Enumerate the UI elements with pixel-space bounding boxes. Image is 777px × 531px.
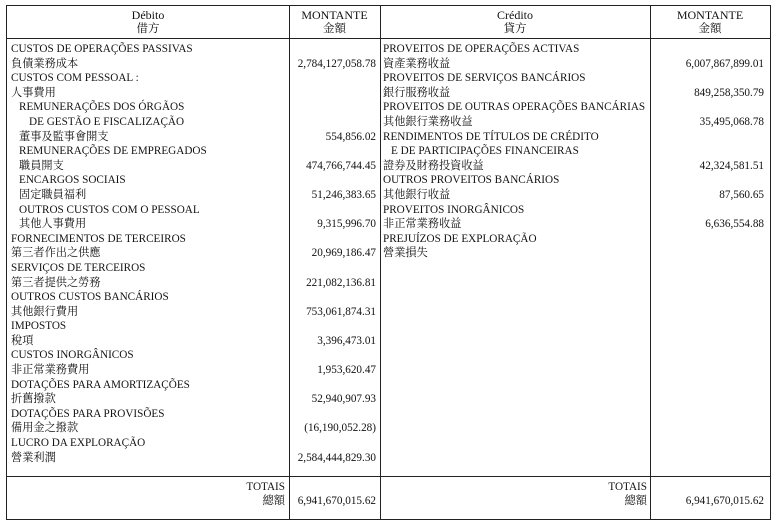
credit-row — [383, 188, 768, 203]
credit-row — [383, 115, 768, 130]
debit-row — [11, 57, 379, 72]
debit-row-amount: 221,082,136.81 — [306, 276, 376, 289]
debit-row — [11, 217, 379, 232]
credit-amount-title: MONTANTE — [676, 8, 744, 22]
credit-row-label: RENDIMENTOS DE TÍTULOS DE CRÉDITO — [383, 130, 599, 143]
debit-row — [11, 246, 379, 261]
debit-row — [11, 290, 379, 305]
credit-totals-label — [567, 480, 647, 508]
debit-row — [11, 100, 379, 115]
debit-row-label: CUSTOS DE OPERAÇÕES PASSIVAS — [11, 43, 193, 55]
debit-row-label: DOTAÇÕES PARA PROVISÕES — [11, 407, 165, 420]
debit-row — [11, 421, 379, 436]
debit-row-label: 人事費用 — [11, 86, 56, 99]
credit-row — [383, 130, 768, 145]
header-divider — [7, 38, 770, 39]
debit-row — [11, 363, 379, 378]
debit-row — [11, 203, 379, 218]
credit-row — [383, 203, 768, 218]
credit-row-amount: 87,560.65 — [719, 188, 764, 201]
debit-row-amount: 52,940,907.93 — [311, 393, 376, 406]
debit-row-label: 稅項 — [11, 334, 34, 347]
debit-row-label: 職員開支 — [19, 159, 64, 172]
debit-row-label: 固定職員福利 — [19, 188, 87, 201]
credit-row-label: 證券及財務投資收益 — [383, 159, 484, 172]
debit-row — [11, 451, 379, 466]
debit-row — [11, 378, 379, 393]
debit-row-label: DE GESTÃO E FISCALIZAÇÃO — [29, 115, 185, 128]
credit-row-label: E DE PARTICIPAÇÕES FINANCEIRAS — [391, 145, 579, 158]
debit-row-label: SERVIÇOS DE TERCEIROS — [11, 261, 146, 274]
debit-title: Débito — [131, 8, 165, 22]
debit-row-label: REMUNERAÇÕES DE EMPREGADOS — [19, 145, 207, 158]
credit-row — [383, 159, 768, 174]
credit-row-label: PREJUÍZOS DE EXPLORAÇÃO — [383, 232, 537, 245]
credit-row-label: PROVEITOS DE SERVIÇOS BANCÁRIOS — [383, 72, 586, 85]
debit-row — [11, 71, 379, 86]
debit-row-label: OUTROS CUSTOS COM O PESSOAL — [19, 203, 200, 216]
credit-row-label: 其他銀行收益 — [383, 188, 451, 201]
credit-row — [383, 173, 768, 188]
debit-row-amount: (16,190,052.28) — [304, 422, 376, 435]
debit-row — [11, 261, 379, 276]
debit-amount-title: MONTANTE — [301, 8, 368, 22]
credit-amount-header — [650, 8, 770, 36]
credit-row-label: OUTROS PROVEITOS BANCÁRIOS — [383, 174, 560, 187]
credit-row-amount: 35,495,068.78 — [699, 115, 764, 128]
credit-row-amount: 6,007,867,899.01 — [685, 57, 764, 70]
debit-row — [11, 130, 379, 145]
debit-row-label: 第三者提供之勞務 — [11, 276, 101, 289]
divider-debit-credit — [380, 6, 381, 519]
credit-rows — [383, 42, 768, 261]
debit-row — [11, 276, 379, 291]
debit-row — [11, 319, 379, 334]
credit-row-label: PROVEITOS DE OUTRAS OPERAÇÕES BANCÁRIAS — [383, 101, 646, 114]
debit-row — [11, 348, 379, 363]
credit-amount-title-zh: 金額 — [698, 23, 722, 35]
debit-header — [7, 8, 289, 36]
credit-totals-pt: TOTAIS — [608, 481, 647, 493]
debit-row — [11, 232, 379, 247]
debit-row-label: 第三者作出之供應 — [11, 247, 101, 260]
debit-row-label: OUTROS CUSTOS BANCÁRIOS — [11, 291, 169, 304]
debit-rows — [11, 42, 379, 465]
credit-row — [383, 100, 768, 115]
debit-row-label: 其他人事費用 — [19, 218, 87, 231]
debit-row-label: LUCRO DA EXPLORAÇÃO — [11, 437, 146, 450]
debit-row-label: CUSTOS INORGÂNICOS — [11, 349, 134, 362]
credit-header — [380, 8, 650, 36]
debit-row-label: 營業利潤 — [11, 451, 56, 464]
debit-row-label: 負債業務成本 — [11, 57, 79, 70]
debit-row — [11, 392, 379, 407]
debit-row-amount: 554,856.02 — [325, 130, 376, 143]
debit-row — [11, 86, 379, 101]
debit-row-label: 折舊撥款 — [11, 393, 56, 406]
credit-title: Crédito — [497, 8, 533, 22]
debit-row — [11, 188, 379, 203]
debit-row — [11, 173, 379, 188]
credit-totals-amount: 6,941,670,015.62 — [685, 495, 764, 507]
credit-row-label: 銀行服務收益 — [383, 86, 451, 99]
debit-row-label: 備用金之撥款 — [11, 422, 79, 435]
credit-totals-zh: 總額 — [624, 495, 647, 507]
credit-title-zh: 貸方 — [503, 23, 527, 35]
debit-row-amount: 753,061,874.31 — [306, 305, 376, 318]
debit-row-amount: 2,784,127,058.78 — [297, 57, 376, 70]
debit-title-zh: 借方 — [136, 23, 160, 35]
credit-row-amount: 849,258,350.79 — [694, 86, 764, 99]
debit-row — [11, 159, 379, 174]
credit-row — [383, 57, 768, 72]
debit-row-amount: 51,246,383.65 — [311, 188, 376, 201]
credit-row — [383, 42, 768, 57]
debit-totals-label — [207, 480, 285, 508]
credit-row-label: 其他銀行業務收益 — [383, 115, 473, 128]
debit-row-label: 非正常業務費用 — [11, 364, 90, 377]
debit-totals-zh: 總額 — [262, 495, 285, 507]
debit-row — [11, 436, 379, 451]
debit-row — [11, 42, 379, 57]
profit-loss-table — [6, 5, 771, 520]
debit-row-label: ENCARGOS SOCIAIS — [19, 174, 126, 187]
credit-row-amount: 42,324,581.51 — [699, 159, 764, 172]
credit-row-amount: 6,636,554.88 — [705, 218, 764, 231]
debit-row — [11, 305, 379, 320]
debit-row-amount: 1,953,620.47 — [317, 364, 376, 377]
credit-row — [383, 232, 768, 247]
debit-amount-header — [289, 8, 380, 36]
debit-totals-pt: TOTAIS — [246, 481, 285, 493]
debit-row-label: DOTAÇÕES PARA AMORTIZAÇÕES — [11, 378, 190, 391]
debit-row — [11, 115, 379, 130]
debit-row-label: 其他銀行費用 — [11, 305, 79, 318]
credit-row-label: 非正常業務收益 — [383, 218, 462, 231]
debit-amount-title-zh: 金額 — [323, 23, 346, 35]
debit-row-amount: 474,766,744.45 — [306, 159, 376, 172]
debit-row-amount: 20,969,186.47 — [311, 247, 376, 260]
credit-row — [383, 86, 768, 101]
credit-row — [383, 217, 768, 232]
credit-row — [383, 246, 768, 261]
totals-divider — [7, 476, 770, 477]
debit-row-amount: 3,396,473.01 — [317, 334, 376, 347]
debit-row-label: CUSTOS COM PESSOAL : — [11, 72, 139, 85]
debit-row-label: FORNECIMENTOS DE TERCEIROS — [11, 232, 186, 245]
credit-row-label: 資產業務收益 — [383, 57, 451, 70]
debit-row — [11, 407, 379, 422]
credit-row — [383, 71, 768, 86]
credit-row-label: 營業損失 — [383, 247, 428, 260]
debit-row-amount: 9,315,996.70 — [317, 218, 376, 231]
credit-row-label: PROVEITOS INORGÂNICOS — [383, 203, 525, 216]
debit-row — [11, 144, 379, 159]
debit-row-label: IMPOSTOS — [11, 320, 67, 333]
credit-row-label: PROVEITOS DE OPERAÇÕES ACTIVAS — [383, 43, 580, 55]
debit-row-label: 董事及監事會開支 — [19, 130, 109, 143]
debit-row-amount: 2,584,444,829.30 — [297, 451, 376, 464]
debit-row-label: REMUNERAÇÕES DOS ÓRGÃOS — [19, 101, 185, 114]
debit-row — [11, 334, 379, 349]
credit-row — [383, 144, 768, 159]
debit-totals-amount: 6,941,670,015.62 — [297, 495, 376, 507]
